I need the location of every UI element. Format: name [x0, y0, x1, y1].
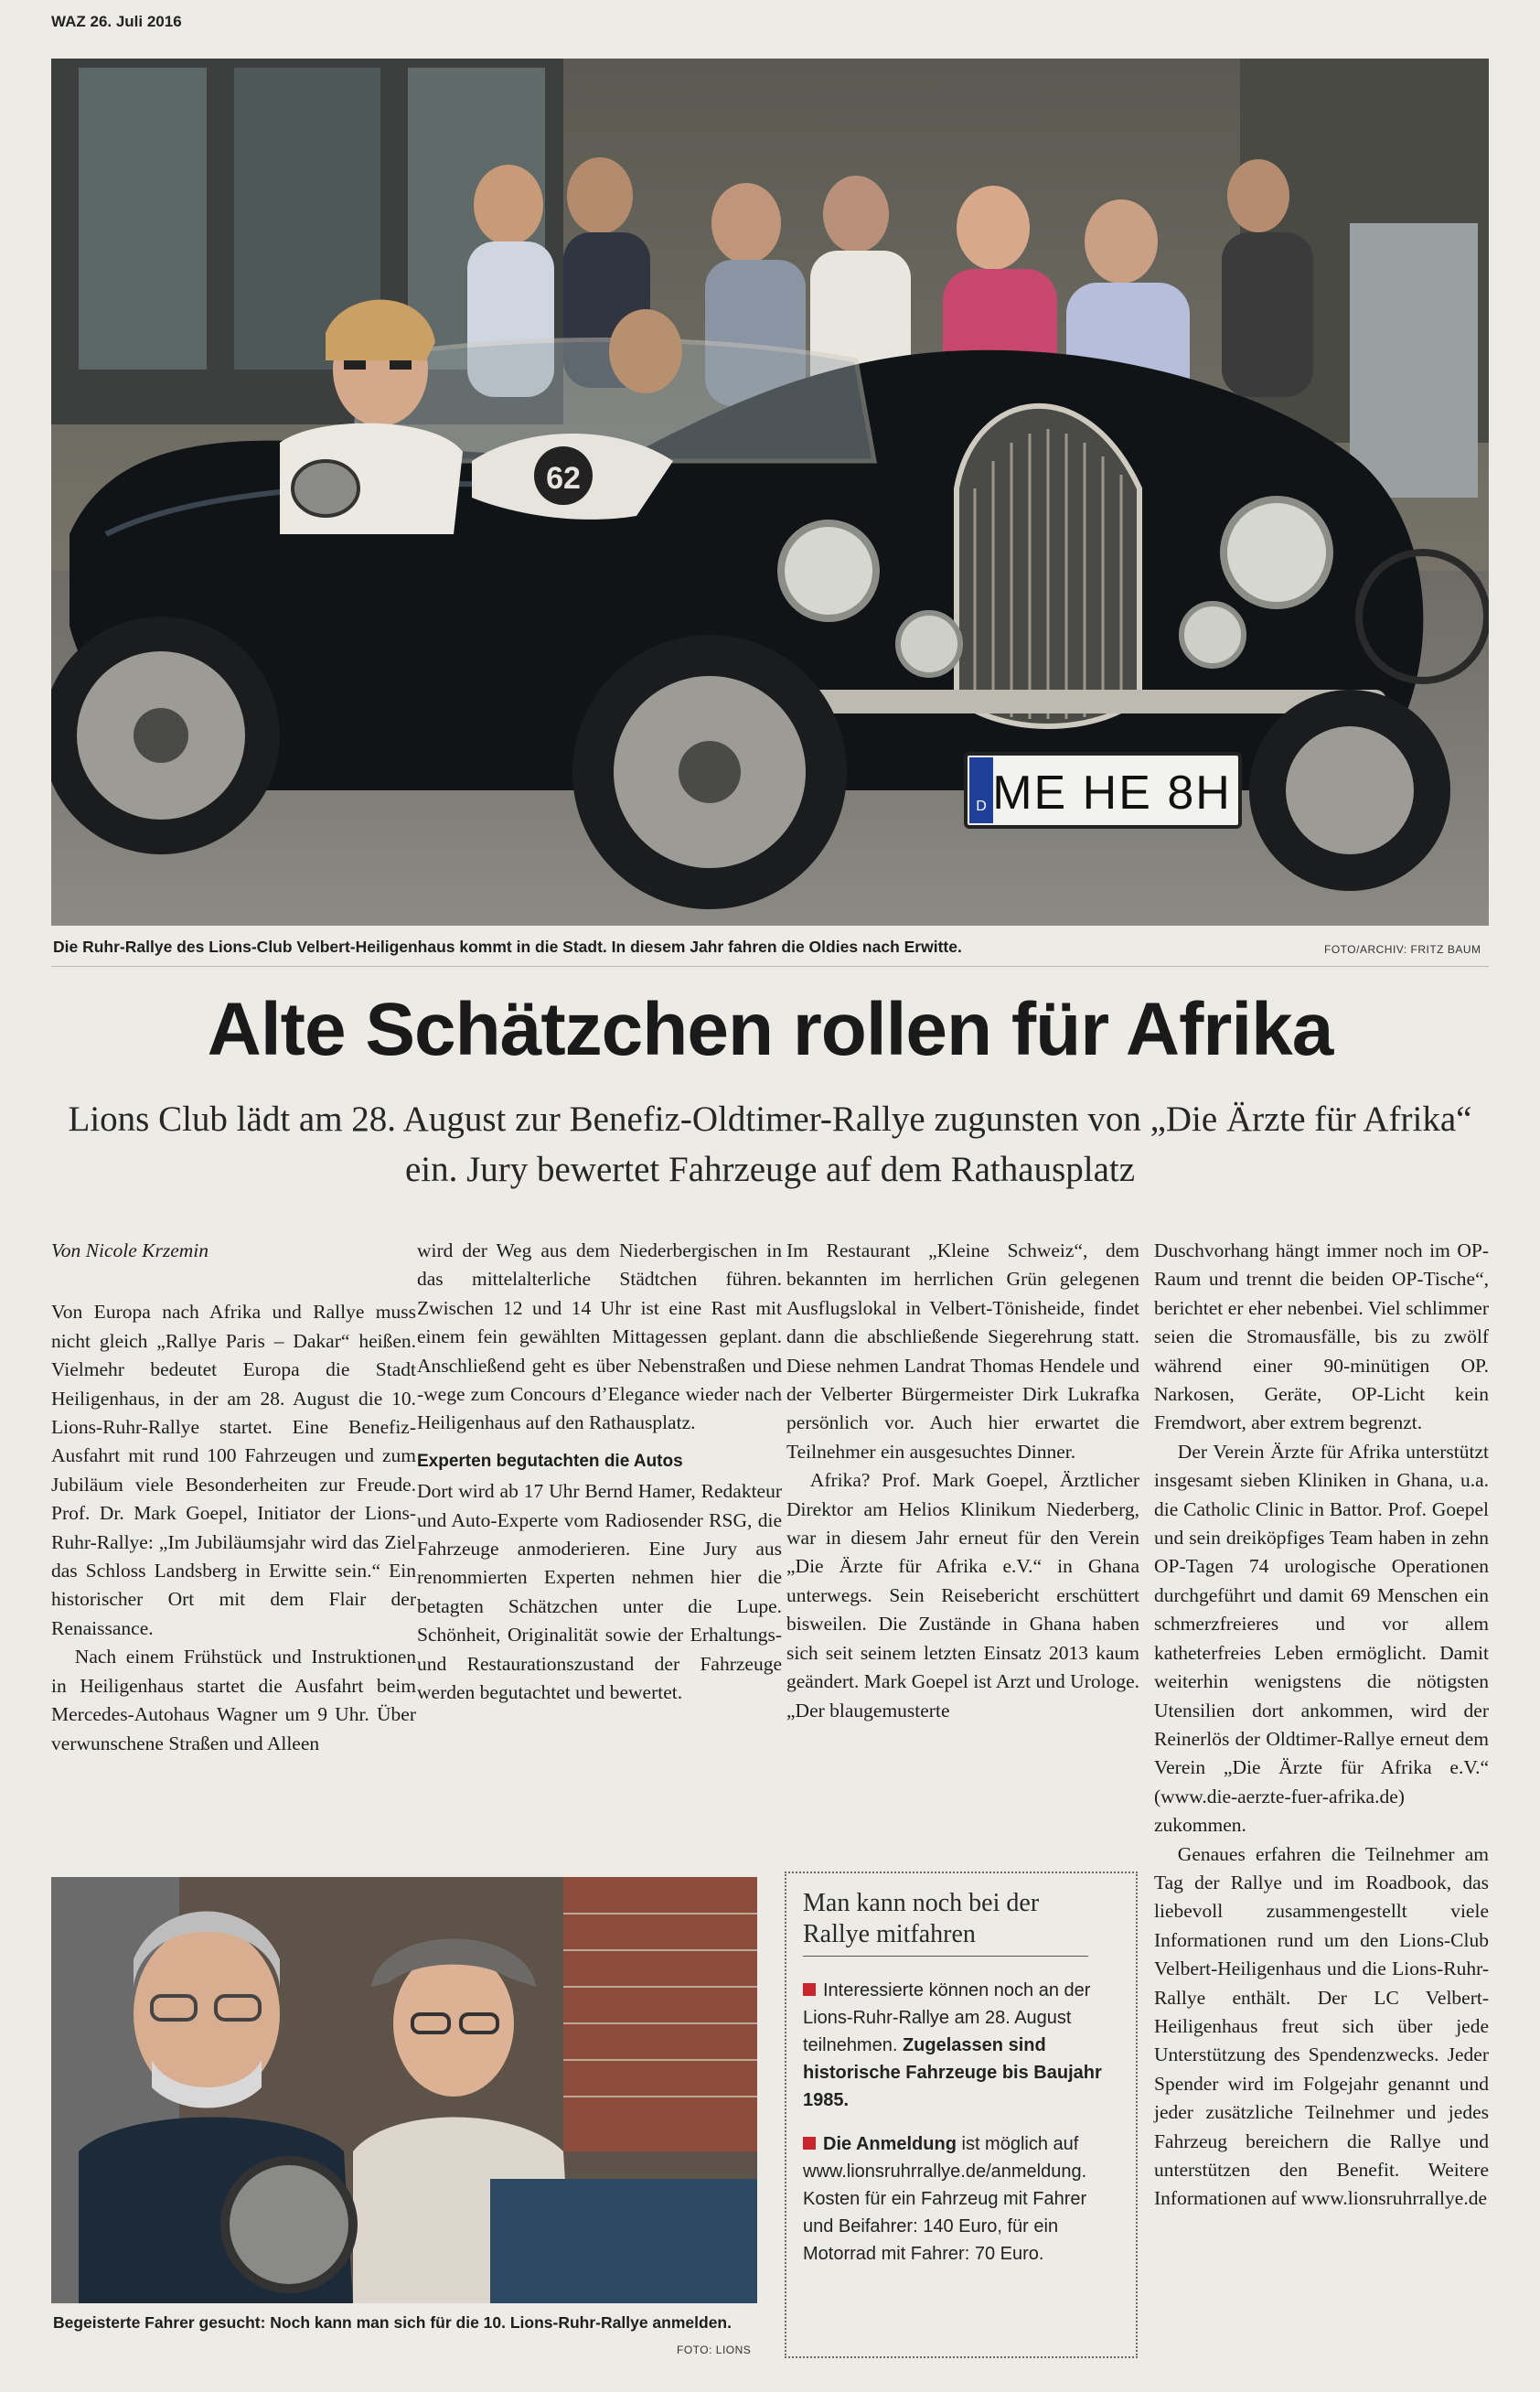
main-photo-caption: Die Ruhr-Rallye des Lions-Club Velbert-Heiligenhaus kommt in die Stadt. In diesem Jahr fahren die Oldies nach Erwitte.: [53, 938, 962, 956]
info-box: [785, 1872, 1138, 2358]
drivers-illustration: [51, 1877, 757, 2303]
source-line: WAZ 26. Juli 2016: [51, 13, 182, 30]
paragraph: Im Restaurant „Kleine Schweiz“, dem bekannten im herrlichen Grün gelegenen Ausflugslokal in Velbert-Tönisheide, findet dann die abschließende Siegerehrung statt. Diese nehmen Landrat Thomas Hendele und der Velberter Bürgermeister Dirk Lukrafka persönlich vor. Auch hier erwartet die Teilnehmer ein ausgesuchtes Dinner.: [786, 1239, 1139, 1463]
headline: Alte Schätzchen rollen für Afrika: [207, 988, 1333, 1071]
plate-country: D: [976, 799, 987, 814]
paragraph: Der Verein Ärzte für Afrika unterstützt insgesamt sieben Kliniken in Ghana, u.a. die Catholic Clinic in Battor. Prof. Goepel und sein dreiköpfiges Team haben in zehn OP-Tagen 74 urologische Operationen durchgeführt und damit 69 Menschen ein schmerzfreieres und vor allem katheterfreies Leben ermöglicht. Damit weiterhin wenigstens die nötigsten Utensilien dort ankommen, wird der Reinerlös der Oldtimer-Rallye erneut dem Verein „Die Ärzte für Afrika e.V.“ (www.die-aerzte-fuer-afrika.de) zukommen.: [1154, 1440, 1489, 1837]
caption-divider: [51, 966, 1489, 967]
section-subheading: Experten begutachten die Autos: [417, 1451, 683, 1471]
article-column-3: [786, 1237, 1139, 1725]
info-item-bold: Zugelassen sind historische Fahrzeuge bis Baujahr 1985.: [803, 2035, 1102, 2110]
paragraph: Nach einem Frühstück und Instruktionen in Heiligenhaus startet die Ausfahrt beim Mercedes-Autohaus Wagner um 9 Uhr. Über verwunschene Straßen und Alleen: [51, 1646, 416, 1754]
article-column-1: [51, 1237, 416, 1758]
info-item-text: Interessierte können noch an der Lions-Ruhr-Rallye am 28. August teilnehmen.: [803, 1980, 1091, 2055]
article-column-2: [417, 1237, 782, 1708]
paragraph: Afrika? Prof. Mark Goepel, Ärztlicher Direktor am Helios Klinikum Niederberg, war in diesem Jahr erneut für den Verein „Die Ärzte für Afrika e.V.“ in Ghana unterwegs. Sein Reisebericht erschüttert bisweilen. Die Zustände in Ghana haben sich seit seinem letzten Einsatz 2013 kaum geändert. Mark Goepel ist Arzt und Urologe. „Der blaugemusterte: [786, 1469, 1139, 1722]
subhead: Lions Club lädt am 28. August zur Benefiz-Oldtimer-Rallye zugunsten von „Die Ärzte für Afrika“ ein. Jury bewertet Fahrzeuge auf dem Rathausplatz: [68, 1099, 1472, 1189]
info-item-2: [803, 2130, 1119, 2268]
vintage-car-illustration: [51, 59, 1489, 926]
bullet-square-icon: [803, 1983, 816, 1996]
info-item-1: [803, 1977, 1119, 2114]
info-box-title: Man kann noch bei der Rallye mitfahren: [803, 1888, 1088, 1957]
paragraph: Von Europa nach Afrika und Rallye muss nicht gleich „Rallye Paris – Dakar“ heißen. Vielmehr bedeutet Europa die Stadt Heiligenhaus, in der am 28. August die 10. Lions-Ruhr-Rallye startet. Eine Benefiz-Ausfahrt mit rund 100 Fahrzeugen und zum Jubiläum viele Besonderheiten zur Freude. Prof. Dr. Mark Goepel, Initiator der Lions-Ruhr-Rallye: „Im Jubiläumsjahr wird das Ziel das Schloss Landsberg in Erwitte sein.“ Ein historischer Ort mit dem Flair der Renaissance.: [51, 1301, 416, 1639]
paragraph: Dort wird ab 17 Uhr Bernd Hamer, Redakteur und Auto-Experte vom Radiosender RSG, die Fahrzeuge anmoderieren. Eine Jury aus renommierten Experten nehmen hier die betagten Schätzchen unter die Lupe. Schönheit, Originalität sowie der Erhaltungs- und Restaurationszustand der Fahrzeuge werden begutachtet und bewertet.: [417, 1480, 782, 1704]
info-item-bold: Die Anmeldung: [823, 2134, 957, 2154]
licence-plate: [966, 754, 1240, 827]
author-byline: Von Nicole Krzemin: [51, 1239, 209, 1261]
main-photo: [51, 59, 1489, 926]
paragraph: Duschvorhang hängt immer noch im OP-Raum und trennt die beiden OP-Tische“, berichtet er eher nebenbei. Viel schlimmer seien die Stromausfälle, bis zu zwölf während einer 90-minütigen OP. Narkosen, Geräte, OP-Licht kein Fremdwort, aber extrem begrenzt.: [1154, 1239, 1489, 1434]
main-photo-credit: FOTO/ARCHIV: FRITZ BAUM: [1324, 943, 1481, 956]
article-column-4: [1154, 1237, 1489, 2214]
paragraph: wird der Weg aus dem Niederbergischen in das mittelalterliche Städtchen führen. Zwischen 12 und 14 Uhr ist eine Rast mit einem fein gewählten Mittagessen geplant. Anschließend geht es über Nebenstraßen und -wege zum Concours d’Elegance wieder nach Heiligenhaus auf den Rathausplatz.: [417, 1239, 782, 1434]
race-number: 62: [546, 461, 581, 496]
small-photo-credit: FOTO: LIONS: [677, 2344, 752, 2356]
small-photo: [51, 1877, 757, 2303]
bullet-square-icon: [803, 2137, 816, 2150]
plate-number: ME HE 8H: [992, 767, 1232, 820]
small-photo-caption: Begeisterte Fahrer gesucht: Noch kann man sich für die 10. Lions-Ruhr-Rallye anmelden.: [53, 2313, 732, 2332]
paragraph: Genaues erfahren die Teilnehmer am Tag der Rallye und im Roadbook, das liebevoll zusammengestellt viele Informationen rund um den Lions-Club Velbert-Heiligenhaus und die Lions-Ruhr-Rallye enthält. Der LC Velbert-Heiligenhaus freut sich über jede Unterstützung des Spendenzwecks. Jeder Spender wird im Folgejahr genannt und jeder zusätzliche Teilnehmer und jedes Fahrzeug bereichern die Rallye und unterstützen den Benefit. Weitere Informationen auf www.lionsruhrrallye.de: [1154, 1842, 1489, 2210]
info-item-text: ist möglich auf www.lionsruhrrallye.de/anmeldung. Kosten für ein Fahrzeug mit Fahrer und Beifahrer: 140 Euro, für ein Motorrad mit Fahrer: 70 Euro.: [803, 2134, 1087, 2264]
